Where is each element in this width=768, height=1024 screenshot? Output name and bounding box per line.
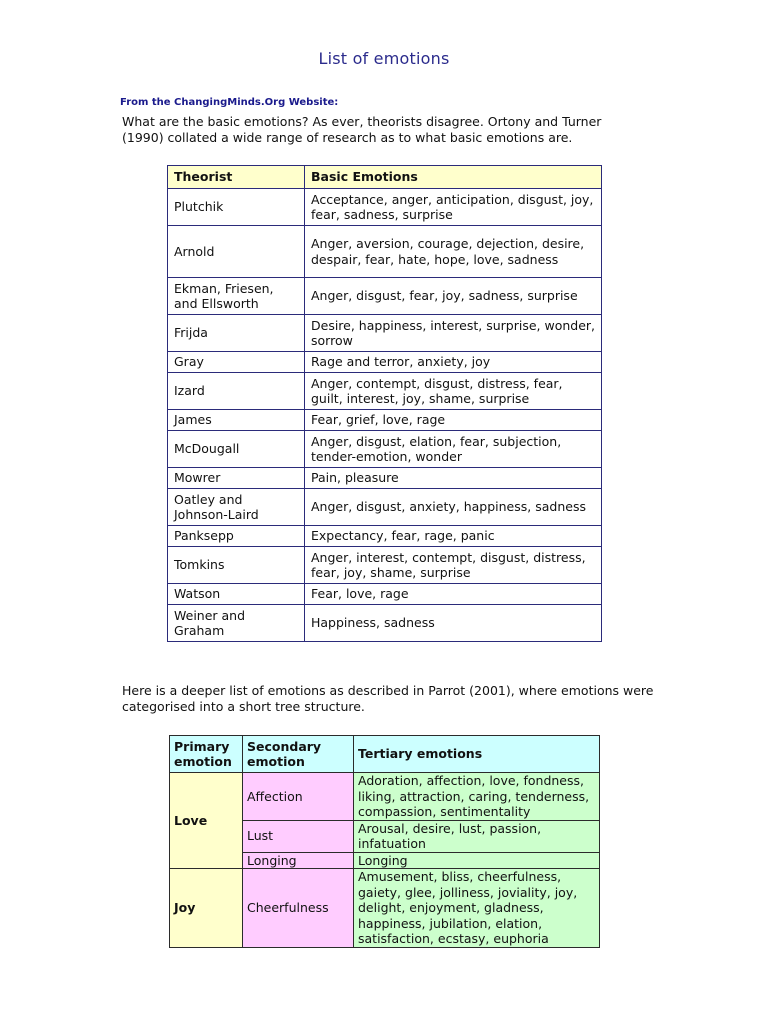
tree-intro-paragraph: Here is a deeper list of emotions as described in Parrot (2001), where emotions were categorised into a short tree structure.	[122, 683, 654, 714]
table-row	[170, 869, 600, 948]
table-row	[168, 468, 602, 489]
emotions-cell: Anger, interest, contempt, disgust, distress, fear, joy, shame, surprise	[305, 547, 602, 584]
table-row	[168, 278, 602, 315]
secondary-emotion-cell: Affection	[243, 773, 354, 821]
basic-table-header-row	[168, 166, 602, 189]
theorist-cell: Watson	[168, 584, 305, 605]
theorist-cell: Tomkins	[168, 547, 305, 584]
table-row	[168, 373, 602, 410]
theorist-cell: Plutchik	[168, 189, 305, 226]
page-title: List of emotions	[318, 49, 450, 68]
primary-emotion-cell: Love	[170, 773, 243, 869]
table-row	[168, 605, 602, 642]
table-row	[168, 315, 602, 352]
theorist-cell: James	[168, 410, 305, 431]
secondary-header: Secondary emotion	[243, 736, 354, 773]
table-row	[168, 410, 602, 431]
emotions-cell: Happiness, sadness	[305, 605, 602, 642]
secondary-emotion-cell: Lust	[243, 820, 354, 852]
emotions-cell: Pain, pleasure	[305, 468, 602, 489]
emotions-cell: Fear, love, rage	[305, 584, 602, 605]
theorist-cell: Gray	[168, 352, 305, 373]
emotions-cell: Expectancy, fear, rage, panic	[305, 526, 602, 547]
primary-emotion-cell: Joy	[170, 869, 243, 948]
theorist-cell: McDougall	[168, 431, 305, 468]
theorist-cell: Panksepp	[168, 526, 305, 547]
secondary-emotion-cell: Longing	[243, 852, 354, 869]
emotions-cell: Anger, aversion, courage, dejection, desire, despair, fear, hate, hope, love, sadness	[305, 226, 602, 278]
table-row	[168, 526, 602, 547]
theorist-cell: Frijda	[168, 315, 305, 352]
emotions-cell: Anger, contempt, disgust, distress, fear, guilt, interest, joy, shame, surprise	[305, 373, 602, 410]
theorist-cell: Ekman, Friesen, and Ellsworth	[168, 278, 305, 315]
tertiary-emotions-cell: Adoration, affection, love, fondness, liking, attraction, caring, tenderness, compassion, sentimentality	[354, 773, 600, 821]
secondary-emotion-cell: Cheerfulness	[243, 869, 354, 948]
emotions-cell: Desire, happiness, interest, surprise, wonder, sorrow	[305, 315, 602, 352]
theorist-header: Theorist	[168, 166, 305, 189]
table-row	[168, 431, 602, 468]
tree-table-header-row	[170, 736, 600, 773]
emotions-cell: Anger, disgust, anxiety, happiness, sadness	[305, 489, 602, 526]
table-row	[168, 489, 602, 526]
theorist-cell: Oatley and Johnson-Laird	[168, 489, 305, 526]
theorist-cell: Arnold	[168, 226, 305, 278]
intro-paragraph: What are the basic emotions? As ever, theorists disagree. Ortony and Turner (1990) collated a wide range of research as to what basic emotions are.	[122, 114, 602, 145]
emotions-cell: Fear, grief, love, rage	[305, 410, 602, 431]
basic-emotions-table	[167, 165, 602, 642]
emotions-cell: Acceptance, anger, anticipation, disgust, joy, fear, sadness, surprise	[305, 189, 602, 226]
emotions-cell: Rage and terror, anxiety, joy	[305, 352, 602, 373]
table-row	[168, 352, 602, 373]
source-note: From the ChangingMinds.Org Website:	[120, 97, 339, 108]
table-row	[168, 226, 602, 278]
tertiary-header: Tertiary emotions	[354, 736, 600, 773]
basic-emotions-header: Basic Emotions	[305, 166, 602, 189]
theorist-cell: Izard	[168, 373, 305, 410]
table-row	[168, 584, 602, 605]
table-row	[168, 547, 602, 584]
emotions-cell: Anger, disgust, fear, joy, sadness, surprise	[305, 278, 602, 315]
theorist-cell: Mowrer	[168, 468, 305, 489]
tertiary-emotions-cell: Amusement, bliss, cheerfulness, gaiety, glee, jolliness, joviality, joy, delight, enjoyment, gladness, happiness, jubilation, elation, satisfaction, ecstasy, euphoria	[354, 869, 600, 948]
primary-header: Primary emotion	[170, 736, 243, 773]
tertiary-emotions-cell: Longing	[354, 852, 600, 869]
table-row	[168, 189, 602, 226]
tertiary-emotions-cell: Arousal, desire, lust, passion, infatuation	[354, 820, 600, 852]
table-row	[170, 773, 600, 821]
emotions-cell: Anger, disgust, elation, fear, subjection, tender-emotion, wonder	[305, 431, 602, 468]
emotion-tree-table	[169, 735, 600, 948]
theorist-cell: Weiner and Graham	[168, 605, 305, 642]
